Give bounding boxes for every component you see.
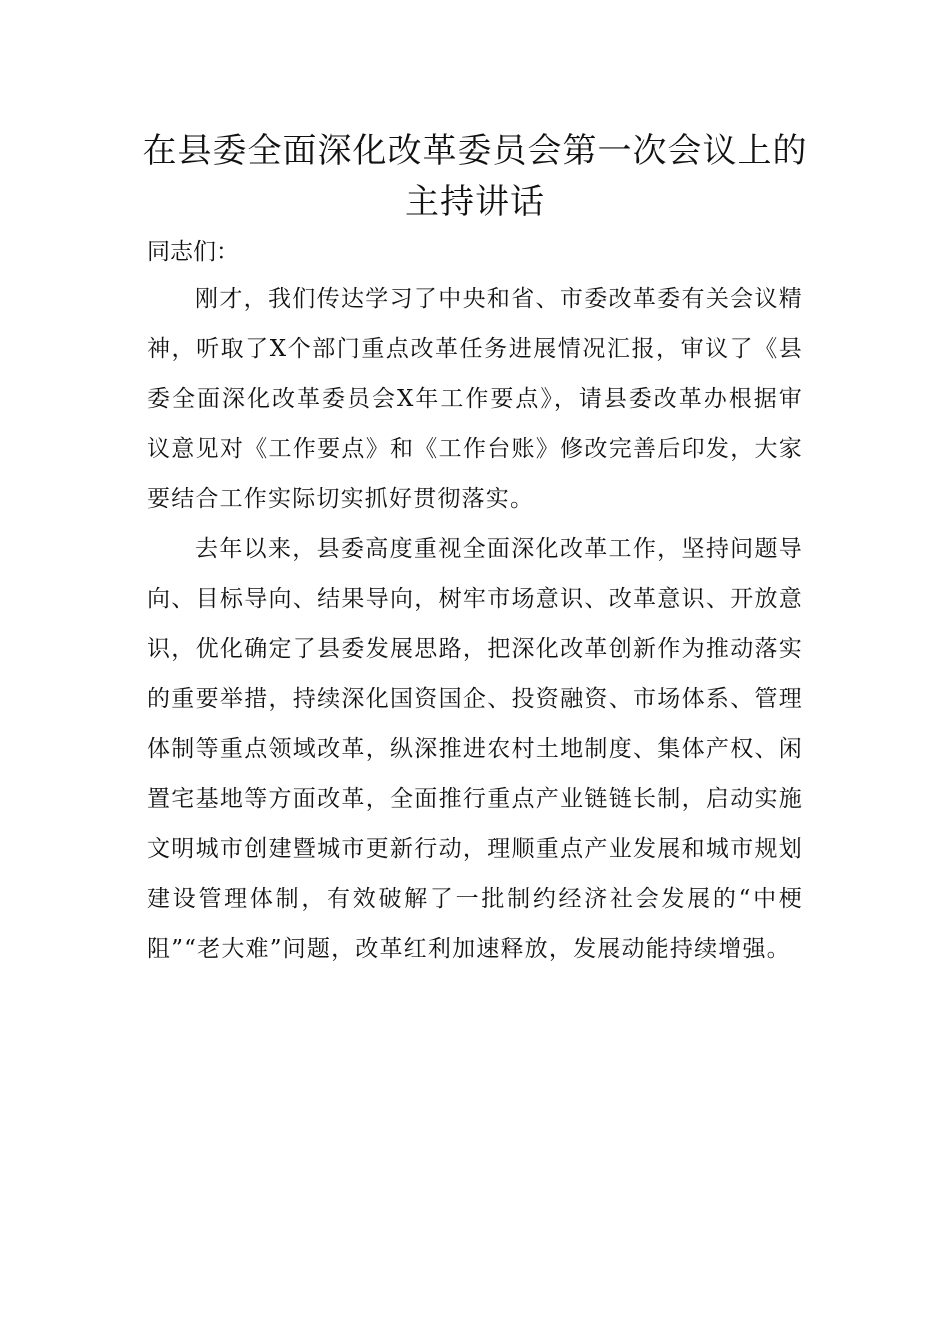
paragraph-2: 去年以来，县委高度重视全面深化改革工作，坚持问题导向、目标导向、结果导向，树牢市场意识、改革意识、开放意识，优化确定了县委发展思路，把深化改革创新作为推动落实的重要举措，持续深化国资国企、投资融资、市场体系、管理体制等重点领域改革，纵深推进农村土地制度、集体产权、闲置宅基地等方面改革，全面推行重点产业链链长制，启动实施文明城市创建暨城市更新行动，理顺重点产业发展和城市规划建设管理体制，有效破解了一批制约经济社会发展的“中梗阻”“老大难”问题，改革红利加速释放，发展动能持续增强。 xyxy=(147,536,803,962)
paragraph-1: 刚才，我们传达学习了中央和省、市委改革委有关会议精神，听取了X个部门重点改革任务进展情况汇报，审议了《县委全面深化改革委员会X年工作要点》，请县委改革办根据审议意见对《工作要点》和《工作台账》修改完善后印发，大家要结合工作实际切实抓好贯彻落实。 xyxy=(147,286,803,512)
document-title: 在县委全面深化改革委员会第一次会议上的主持讲话 xyxy=(142,131,808,222)
salutation: 同志们： xyxy=(147,239,239,265)
